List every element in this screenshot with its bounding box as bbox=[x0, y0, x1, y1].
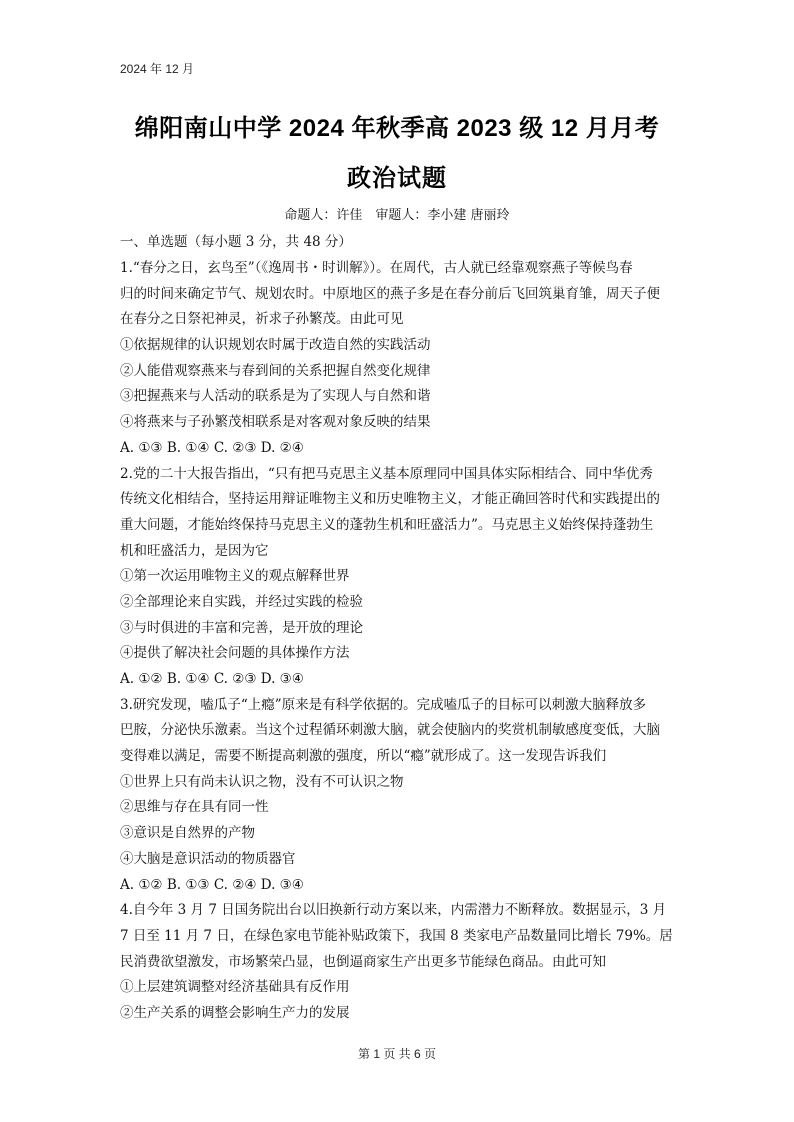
text-line: 在春分之日祭祀神灵，祈求子孙繁茂。由此可见 bbox=[120, 311, 404, 328]
text-line: 巴胺，分泌快乐激素。当这个过程循环刺激大脑，就会使脑内的奖赏机制敏感度变低，大脑 bbox=[120, 722, 660, 739]
option-line: ①世界上只有尚未认识之物，没有不可认识之物 bbox=[120, 773, 404, 790]
exam-title: 绵阳南山中学 2024 年秋季高 2023 级 12 月月考 bbox=[134, 115, 660, 142]
option-line: ②人能借观察燕来与春到间的关系把握自然变化规律 bbox=[120, 362, 431, 379]
answer-choices: A. ①③ B. ①④ C. ②③ D. ②④ bbox=[120, 439, 304, 456]
answer-choices: A. ①② B. ①③ C. ②④ D. ③④ bbox=[120, 876, 304, 893]
authors-line: 命题人：许佳 审题人：李小建 唐丽玲 bbox=[284, 208, 510, 223]
option-line: ②思维与存在具有同一性 bbox=[120, 799, 269, 816]
option-line: ①第一次运用唯物主义的观点解释世界 bbox=[120, 568, 350, 585]
text-line: 2.党的二十大报告指出，“只有把马克思主义基本原理同中国具体实际相结合、同中华优秀 bbox=[120, 465, 653, 482]
option-line: ①上层建筑调整对经济基础具有反作用 bbox=[120, 979, 350, 996]
option-line: ③意识是自然界的产物 bbox=[120, 825, 255, 842]
question-body bbox=[120, 256, 676, 1027]
option-line: ④提供了解决社会问题的具体操作方法 bbox=[120, 645, 350, 662]
option-line: ③把握燕来与人活动的联系是为了实现人与自然和谐 bbox=[120, 388, 431, 405]
header-date: 2024 年 12 月 bbox=[120, 62, 195, 76]
option-line: ①依据规律的认识规划农时属于改造自然的实践活动 bbox=[120, 337, 431, 354]
option-line: ③与时俱进的丰富和完善，是开放的理论 bbox=[120, 619, 363, 636]
section-heading: 一、单选题（每小题 3 分，共 48 分） bbox=[120, 234, 352, 250]
text-line: 民消费欲望激发，市场繁荣凸显，也倒逼商家生产出更多节能绿色商品。由此可知 bbox=[120, 953, 606, 970]
page-footer: 第 1 页 共 6 页 bbox=[357, 1047, 437, 1061]
text-line: 1.“春分之日，玄鸟至”（《逸周书・时训解》）。在周代，古人就已经靠观察燕子等候鸟春 bbox=[120, 260, 633, 276]
option-line: ④大脑是意识活动的物质器官 bbox=[120, 850, 296, 867]
option-line: ②全部理论来自实践，并经过实践的检验 bbox=[120, 593, 363, 610]
answer-choices: A. ①② B. ①④ C. ②③ D. ③④ bbox=[120, 671, 304, 687]
text-line: 归的时间来确定节气、规划农时。中原地区的燕子多是在春分前后飞回筑巢育雏，周天子便 bbox=[120, 285, 660, 302]
exam-subject-title: 政治试题 bbox=[347, 165, 447, 192]
text-line: 4.自今年 3 月 7 日国务院出台以旧换新行动方案以来，内需潜力不断释放。数据显示，3 月 bbox=[120, 902, 667, 919]
text-line: 重大问题，才能始终保持马克思主义的蓬勃生机和旺盛活力”。马克思主义始终保持蓬勃生 bbox=[120, 516, 654, 533]
text-line: 7 日至 11 月 7 日，在绿色家电节能补贴政策下，我国 8 类家电产品数量同比增长 79%。居 bbox=[120, 927, 673, 944]
text-line: 变得难以满足，需要不断提高刺激的强度，所以“瘾”就形成了。这一发现告诉我们 bbox=[120, 748, 607, 765]
text-line: 3.研究发现，嗑瓜子“上瘾”原来是有科学依据的。完成嗑瓜子的目标可以刺激大脑释放多 bbox=[120, 696, 647, 713]
text-line: 机和旺盛活力，是因为它 bbox=[120, 542, 269, 559]
option-line: ②生产关系的调整会影响生产力的发展 bbox=[120, 1004, 350, 1021]
option-line: ④将燕来与子孙繁茂相联系是对客观对象反映的结果 bbox=[120, 414, 431, 431]
text-line: 传统文化相结合，坚持运用辩证唯物主义和历史唯物主义，才能正确回答时代和实践提出的 bbox=[120, 491, 660, 508]
